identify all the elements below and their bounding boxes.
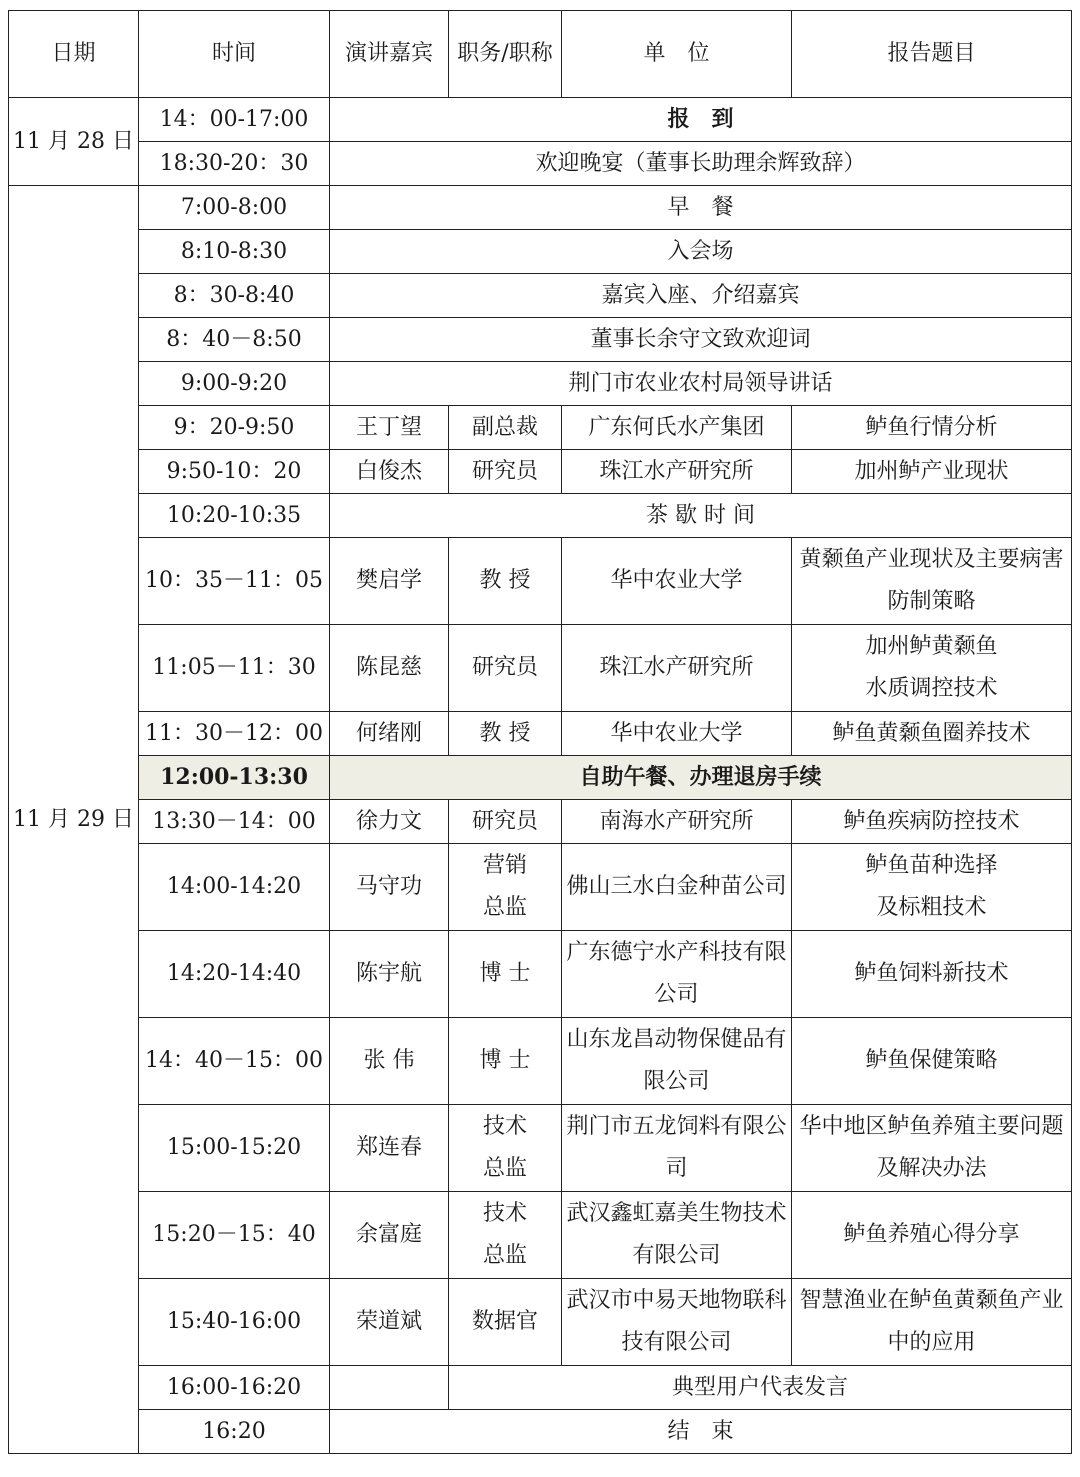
table-row <box>9 1018 1072 1105</box>
org-cell: 珠江水产研究所 <box>562 450 792 494</box>
speaker-cell: 马守功 <box>330 844 449 931</box>
conference-schedule-table <box>8 10 1072 1454</box>
table-row <box>9 625 1072 712</box>
event-cell: 茶 歇 时 间 <box>330 494 1072 538</box>
title-line: 总监 <box>482 1156 527 1181</box>
topic-cell: 智慧渔业在鲈鱼黄颡鱼产业中的应用 <box>792 1279 1072 1366</box>
org-cell: 武汉鑫虹嘉美生物技术有限公司 <box>562 1192 792 1279</box>
header-title: 职务/职称 <box>449 11 562 98</box>
title-cell: 教 授 <box>449 712 562 756</box>
topic-cell: 鲈鱼饲料新技术 <box>792 931 1072 1018</box>
time-cell: 12:00-13:30 <box>139 756 330 800</box>
table-row <box>9 712 1072 756</box>
topic-cell <box>792 844 1072 931</box>
title-cell: 教 授 <box>449 538 562 625</box>
speaker-cell: 荣道斌 <box>330 1279 449 1366</box>
topic-line: 加州鲈黄颡鱼 <box>865 634 998 659</box>
org-cell: 南海水产研究所 <box>562 800 792 844</box>
table-row <box>9 1410 1072 1454</box>
time-cell: 14：40－15：00 <box>139 1018 330 1105</box>
table-row <box>9 538 1072 625</box>
time-cell: 10：35－11：05 <box>139 538 330 625</box>
title-line: 总监 <box>482 1243 527 1268</box>
time-cell: 9:50-10：20 <box>139 450 330 494</box>
speaker-cell: 陈宇航 <box>330 931 449 1018</box>
event-cell: 入会场 <box>330 230 1072 274</box>
topic-line: 水质调控技术 <box>865 676 998 701</box>
time-cell: 14:00-14:20 <box>139 844 330 931</box>
event-cell: 嘉宾入座、介绍嘉宾 <box>330 274 1072 318</box>
org-cell: 武汉市中易天地物联科技有限公司 <box>562 1279 792 1366</box>
title-cell: 副总裁 <box>449 406 562 450</box>
topic-cell: 华中地区鲈鱼养殖主要问题及解决办法 <box>792 1105 1072 1192</box>
topic-cell <box>792 625 1072 712</box>
event-cell: 典型用户代表发言 <box>449 1366 1072 1410</box>
title-cell: 博 士 <box>449 1018 562 1105</box>
table-row <box>9 186 1072 230</box>
table-row <box>9 318 1072 362</box>
org-cell: 华中农业大学 <box>562 538 792 625</box>
time-cell: 7:00-8:00 <box>139 186 330 230</box>
time-cell: 11:05－11：30 <box>139 625 330 712</box>
table-row <box>9 274 1072 318</box>
time-cell: 16:00-16:20 <box>139 1366 330 1410</box>
table-row <box>9 1192 1072 1279</box>
topic-cell: 鲈鱼养殖心得分享 <box>792 1192 1072 1279</box>
date-cell-day1: 11 月 28 日 <box>9 98 139 186</box>
speaker-cell: 徐力文 <box>330 800 449 844</box>
speaker-cell: 白俊杰 <box>330 450 449 494</box>
time-cell: 8:10-8:30 <box>139 230 330 274</box>
table-row <box>9 230 1072 274</box>
time-cell: 11：30－12：00 <box>139 712 330 756</box>
speaker-cell: 樊启学 <box>330 538 449 625</box>
table-row <box>9 1105 1072 1192</box>
time-cell: 15:40-16:00 <box>139 1279 330 1366</box>
time-cell: 14:20-14:40 <box>139 931 330 1018</box>
title-cell <box>449 1192 562 1279</box>
topic-line: 及标粗技术 <box>876 895 987 920</box>
header-org: 单 位 <box>562 11 792 98</box>
table-row <box>9 931 1072 1018</box>
topic-cell: 鲈鱼黄颡鱼圈养技术 <box>792 712 1072 756</box>
topic-cell: 加州鲈产业现状 <box>792 450 1072 494</box>
speaker-cell: 王丁望 <box>330 406 449 450</box>
event-cell: 欢迎晚宴（董事长助理余辉致辞） <box>330 142 1072 186</box>
title-cell: 博 士 <box>449 931 562 1018</box>
table-row <box>9 1279 1072 1366</box>
table-row <box>9 494 1072 538</box>
table-row <box>9 98 1072 142</box>
time-cell: 8：40－8:50 <box>139 318 330 362</box>
table-row <box>9 362 1072 406</box>
title-cell: 研究员 <box>449 450 562 494</box>
header-time: 时间 <box>139 11 330 98</box>
speaker-cell: 余富庭 <box>330 1192 449 1279</box>
title-cell <box>449 844 562 931</box>
title-cell <box>449 1105 562 1192</box>
speaker-cell <box>330 1366 449 1410</box>
event-cell: 报 到 <box>330 98 1072 142</box>
org-cell: 广东德宁水产科技有限公司 <box>562 931 792 1018</box>
topic-cell: 黄颡鱼产业现状及主要病害防制策略 <box>792 538 1072 625</box>
org-cell: 珠江水产研究所 <box>562 625 792 712</box>
title-cell: 研究员 <box>449 800 562 844</box>
title-line: 技术 <box>482 1201 527 1226</box>
table-row <box>9 142 1072 186</box>
title-line: 总监 <box>482 895 527 920</box>
header-date: 日期 <box>9 11 139 98</box>
date-cell-day2: 11 月 29 日 <box>9 186 139 1454</box>
table-row <box>9 406 1072 450</box>
header-speaker: 演讲嘉宾 <box>330 11 449 98</box>
table-row-lunch <box>9 756 1072 800</box>
org-cell: 广东何氏水产集团 <box>562 406 792 450</box>
table-row <box>9 800 1072 844</box>
org-cell: 荆门市五龙饲料有限公司 <box>562 1105 792 1192</box>
table-row <box>9 1366 1072 1410</box>
org-cell: 华中农业大学 <box>562 712 792 756</box>
topic-cell: 鲈鱼疾病防控技术 <box>792 800 1072 844</box>
org-cell: 佛山三水白金种苗公司 <box>562 844 792 931</box>
time-cell: 10:20-10:35 <box>139 494 330 538</box>
event-cell: 自助午餐、办理退房手续 <box>330 756 1072 800</box>
topic-line: 鲈鱼苗种选择 <box>865 853 998 878</box>
event-cell: 早 餐 <box>330 186 1072 230</box>
table-row <box>9 450 1072 494</box>
topic-cell: 鲈鱼行情分析 <box>792 406 1072 450</box>
time-cell: 18:30-20：30 <box>139 142 330 186</box>
time-cell: 13:30－14：00 <box>139 800 330 844</box>
speaker-cell: 陈昆慈 <box>330 625 449 712</box>
time-cell: 16:20 <box>139 1410 330 1454</box>
org-cell: 山东龙昌动物保健品有限公司 <box>562 1018 792 1105</box>
time-cell: 14：00-17:00 <box>139 98 330 142</box>
header-row <box>9 11 1072 98</box>
title-line: 技术 <box>482 1114 527 1139</box>
table-row <box>9 844 1072 931</box>
speaker-cell: 郑连春 <box>330 1105 449 1192</box>
time-cell: 9：20-9:50 <box>139 406 330 450</box>
topic-cell: 鲈鱼保健策略 <box>792 1018 1072 1105</box>
title-cell: 数据官 <box>449 1279 562 1366</box>
time-cell: 15:00-15:20 <box>139 1105 330 1192</box>
title-line: 营销 <box>482 853 527 878</box>
time-cell: 9:00-9:20 <box>139 362 330 406</box>
time-cell: 8：30-8:40 <box>139 274 330 318</box>
speaker-cell: 张 伟 <box>330 1018 449 1105</box>
header-topic: 报告题目 <box>792 11 1072 98</box>
speaker-cell: 何绪刚 <box>330 712 449 756</box>
title-cell: 研究员 <box>449 625 562 712</box>
event-cell: 董事长余守文致欢迎词 <box>330 318 1072 362</box>
event-cell: 荆门市农业农村局领导讲话 <box>330 362 1072 406</box>
event-cell: 结 束 <box>330 1410 1072 1454</box>
time-cell: 15:20－15：40 <box>139 1192 330 1279</box>
